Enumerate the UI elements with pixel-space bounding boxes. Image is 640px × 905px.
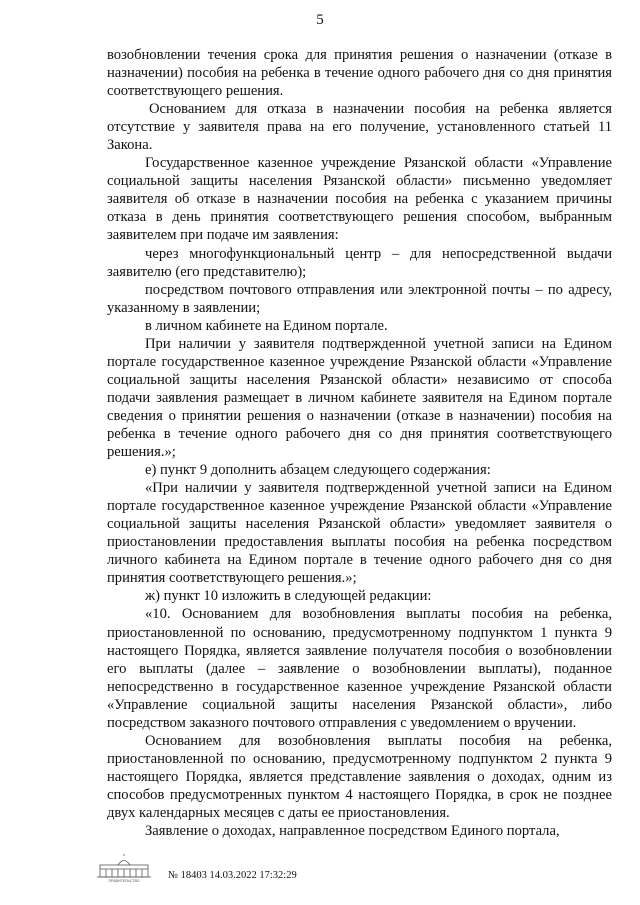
paragraph: посредством почтового отправления или электронной почты – по адресу, указанному в заявлении; [107, 281, 612, 316]
paragraph: в личном кабинете на Едином портале. [145, 317, 388, 334]
paragraph: «10. Основанием для возобновления выплаты пособия на ребенка, приостановленной по основанию, предусмотренному подпунктом 1 пункта 9 настоящего Порядка, является заявление получателя пособия о возобновлении его выплаты (далее – заявление о возобновлении выплаты), поданное непосредственно в государственное казенное учреждение Рязанской области «Управление социальной защиты населения Рязанской области», либо посредством заказного почтового отправления с уведомлением о вручении. [107, 606, 612, 731]
page-number: 5 [316, 12, 324, 28]
paragraph: через многофункциональный центр – для непосредственной выдачи заявителю (его представителю); [107, 245, 612, 280]
stamp-caption: ПРАВИТЕЛЬСТВО [108, 879, 140, 883]
registration-number: № 18403 14.03.2022 17:32:29 [168, 870, 297, 881]
document-footer [94, 853, 514, 883]
document-body [107, 46, 612, 840]
paragraph: При наличии у заявителя подтвержденной учетной записи на Едином портале государственное казенное учреждение Рязанской области «Управление социальной защиты населения Рязанской области» независимо от способа подачи заявления размещает в личном кабинете заявителя на Едином портале сведения о принятии решения о назначении (отказе в назначении) пособия на ребенка в течение одного рабочего дня со дня принятия соответствующего решения.»; [107, 335, 612, 461]
paragraph: Государственное казенное учреждение Рязанской области «Управление социальной защиты населения Рязанской области» письменно уведомляет заявителя об отказе в назначении пособия на ребенка с указанием причины отказа в день принятия соответствующего решения способом, выбранным заявителем при подаче им заявления: [107, 155, 612, 244]
paragraph: Основанием для отказа в назначении пособия на ребенка является отсутствие у заявителя права на его получение, установленного статьей 11 Закона. [107, 101, 612, 154]
paragraph: возобновлении течения срока для принятия решения о назначении (отказе в назначении) пособия на ребенка в течение одного рабочего дня со дня принятия соответствующего решения. [107, 47, 612, 100]
paragraph: ж) пункт 10 изложить в следующей редакции: [145, 588, 432, 605]
government-building-stamp-icon [94, 853, 154, 883]
paragraph: «При наличии у заявителя подтвержденной учетной записи на Едином портале государственное казенное учреждение Рязанской области «Управление социальной защиты населения Рязанской области» уведомляет заявителя о приостановлении предоставления выплаты пособия на ребенка посредством личного кабинета на Едином портале в течение одного рабочего дня со дня принятия соответствующего решения.»; [107, 480, 612, 587]
paragraph: е) пункт 9 дополнить абзацем следующего содержания: [145, 462, 491, 479]
paragraph: Основанием для возобновления выплаты пособия на ребенка, приостановленной по основанию, предусмотренному подпунктом 2 пункта 9 настоящего Порядка, является представление заявления о доходах, одним из способов предусмотренных пунктом 4 настоящего Порядка, в срок не позднее двух календарных месяцев с даты ее приостановления. [107, 732, 612, 821]
paragraph: Заявление о доходах, направленное посредством Единого портала, [145, 823, 560, 840]
